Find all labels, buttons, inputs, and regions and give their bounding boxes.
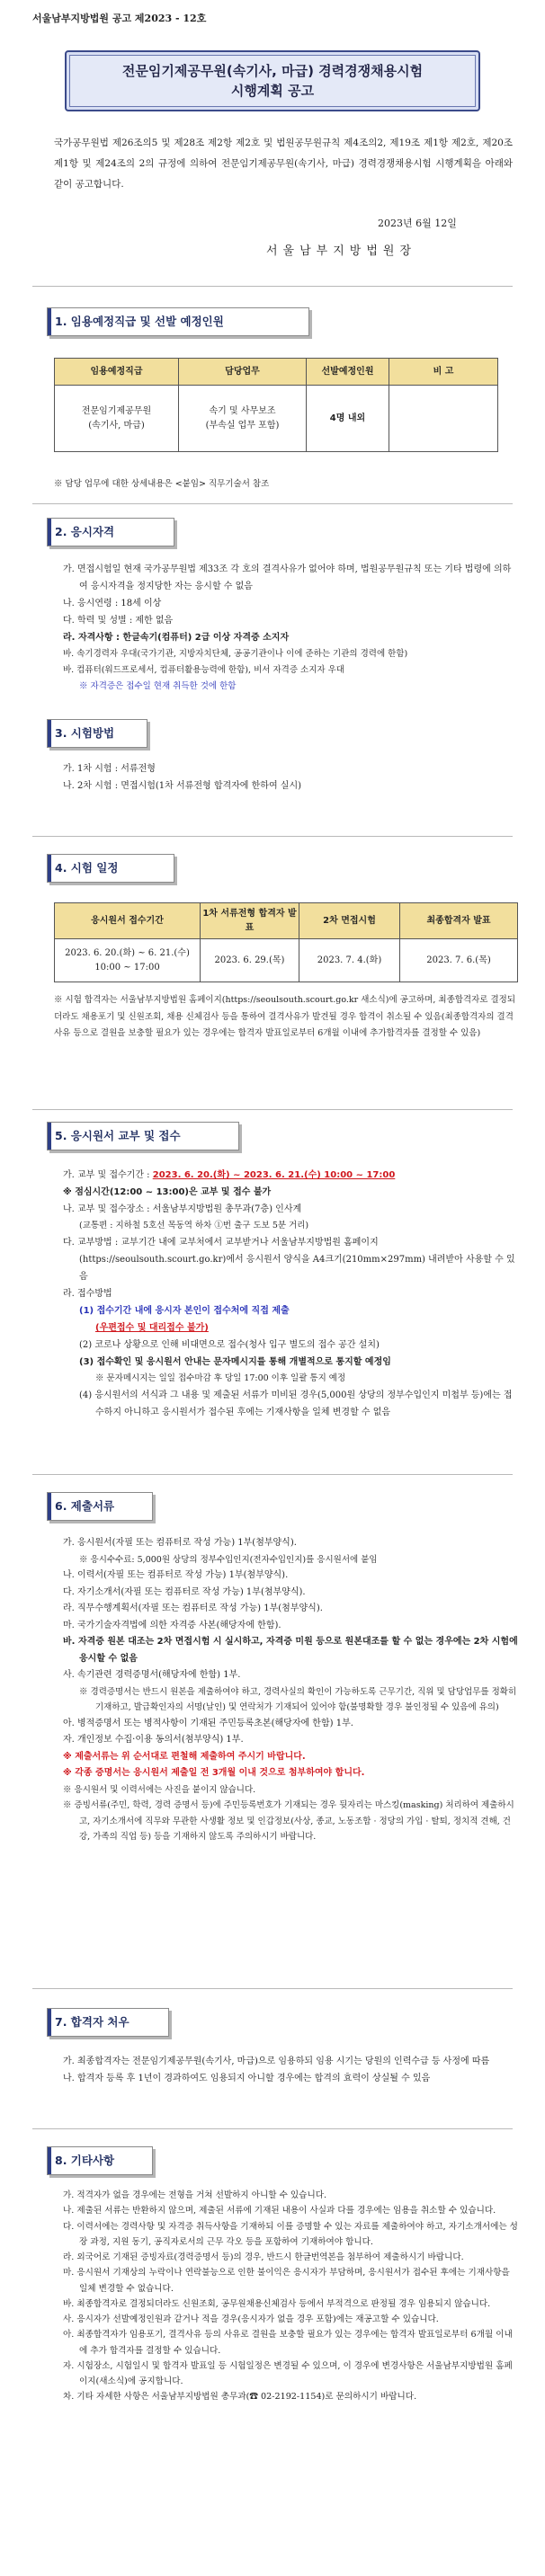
section-bar [48,1493,51,1520]
count-cell: 4명 내외 [307,386,389,452]
list-item: 차. 기타 자세한 사항은 서울남부지방법원 총무과(☎ 02-2192-1154)로 문의하시기 바랍니다. [63,2392,417,2403]
list-item: 나. 2차 시험 : 면접시험(1차 서류전형 합격자에 한하여 실시) [63,781,302,791]
divider [32,286,513,287]
table-header: 비 고 [389,359,498,386]
page-subtitle: 시행계획 공고 [230,83,315,99]
duty-line: (부속실 업무 포함) [205,420,280,431]
intro-date: 2023년 6월 12일 [378,218,457,229]
list-item: 자. 시험장소, 시험일시 및 합격자 발표일 등 시험일정은 변경될 수 있으며, 이 경우에 변경사항은 서울남부지방법원 홈페이지(새소식)에 공지합니다. [63,2360,513,2387]
section-bar [48,308,51,335]
list-item: 사. 속기관련 경력증명서(해당자에 한함) 1부. [63,1670,241,1681]
list-item: 바. 컴퓨터(워드프로세서, 컴퓨터활용능력에 한함), 비서 자격증 소지자 우대 [63,665,344,676]
divider [32,1988,513,1989]
list-item: 나. 응시연령 : 18세 이상 [63,599,162,608]
section-5-header [47,1122,239,1150]
section-2-body [54,561,518,695]
table-header: 담당업무 [179,359,307,386]
section-8-body [54,2188,518,2405]
section-bar [48,1123,51,1150]
list-item: 나. 제출된 서류는 반환하지 않으며, 제출된 서류에 기재된 내용이 사실과 다를 경우에는 임용을 취소할 수 있습니다. [63,2206,496,2216]
section-3-title: 3. 시험방법 [55,726,115,741]
divider [32,836,513,837]
notice-number: 서울남부지방법원 공고 제2023 - 12호 [32,13,207,24]
section-3-header [47,719,147,748]
warning-text: ※ 각종 증명서는 응시원서 제출일 전 3개월 이내 것으로 첨부하여야 합니다. [63,1768,365,1779]
list-item: 가. 최종합격자는 전문임기제공무원(속기사, 마급)으로 임용하되 임용 시기는 당원의 인력수급 등 사정에 따름 [63,2056,490,2066]
application-period: 2023. 6. 20.(화) ~ 2023. 6. 21.(수) 10:00 ~ 17:00 [152,1170,396,1180]
list-item: 라. 자격사항 : 한글속기(컴퓨터) 2급 이상 자격증 소지자 [63,633,290,643]
table-header-row [55,359,498,386]
section-1-table [54,358,498,452]
section-5-title: 5. 응시원서 교부 및 접수 [55,1129,181,1143]
table-header: 선발예정인원 [307,359,389,386]
list-item: 마. 국가기술자격법에 의한 자격증 사본(해당자에 한함). [63,1620,281,1630]
duty-line: 속기 및 사무보조 [209,406,276,416]
section-1-note: ※ 담당 업무에 대한 상세내용은 <붙임> 직무기술서 참조 [54,479,270,489]
section-2-header [47,518,174,546]
list-item: 다. 이력서에는 경력사항 및 자격증 취득사항을 기재하되 이를 증명할 수 있는 자료를 제출하여야 하고, 자기소개서에는 성장 과정, 지원 동기, 공직자로서의 근무 각오 등을 포함하여 기재하여야 합니다. [63,2221,518,2247]
section-3-body [54,760,518,795]
table-row [55,386,498,452]
list-item: 다. 자기소개서(자필 또는 컴퓨터로 작성 가능) 1부(첨부양식). [63,1586,306,1597]
list-item: 라. 직무수행계획서(자필 또는 컴퓨터로 작성 가능) 1부(첨부양식). [63,1603,323,1614]
section-bar [48,855,51,882]
table-cell: 2023. 6. 20.(화) ~ 6. 21.(수) 10:00 ~ 17:00 [55,939,201,982]
warning-text: ※ 제출서류는 위 순서대로 편철해 제출하여 주시기 바랍니다. [63,1751,306,1762]
divider [32,503,513,504]
grade-cell [55,386,179,452]
list-item: 다. 교부방법 : 교부기간 내에 교부처에서 교부받거나 서울남부지방법원 홈페이지(https://seoulsouth.scourt.go.kr)에서 응시원서 양식을 A4크기(210mm×297mm) 내려받아 사용할 수 있음 [63,1238,515,1283]
table-cell: 2023. 6. 29.(목) [201,939,299,982]
section-7-body [54,2053,518,2087]
table-header-row [55,903,518,939]
divider [32,1474,513,1475]
list-item: ※ 경력증명서는 반드시 원본을 제출하여야 하고, 경력사실의 확인이 가능하도록 근무기간, 직위 및 담당업무를 정확히 기재하고, 발급확인자의 서명(날인) 및 연락처가 기재되어 있어야 함(불명확할 경우 불인정될 수 있음에 유의) [79,1686,517,1713]
list-item: ※ 자격증은 접수일 현재 취득한 것에 한함 [79,681,237,692]
table-header: 1차 서류전형 합격자 발표 [201,903,299,939]
table-header: 2차 면접시험 [299,903,400,939]
list-item: 나. 교부 및 접수장소 : 서울남부지방법원 총무과(7층) 인사계 [63,1204,302,1214]
grade-line: 전문임기제공무원 [81,406,152,416]
lunch-notice: ※ 점심시간(12:00 ~ 13:00)은 교부 및 접수 불가 [63,1187,272,1197]
list-item: 아. 병적증명서 또는 병적사항이 기재된 주민등록초본(해당자에 한함) 1부. [63,1718,353,1728]
section-6-body [54,1535,518,1845]
list-item: (교통편 : 지하철 5호선 목동역 하차 ①번 출구 도보 5분 거리) [79,1221,309,1230]
list-item: 마. 응시원서 기재상의 누락이나 연락불능으로 인한 불이익은 응시자가 부담하며, 응시원서가 접수된 후에는 기재사항을 일체 변경할 수 없습니다. [63,2268,510,2294]
section-7-title: 7. 합격자 처우 [55,2015,130,2030]
intro-org: 서울남부지방법원장 [266,244,417,258]
remark-cell [389,386,498,452]
list-item: 라. 외국어로 기재된 증빙자료(경력증명서 등)의 경우, 반드시 한글번역본을 첨부하여 제출하시기 바랍니다. [63,2252,464,2263]
section-5-body [54,1167,518,1421]
list-item: 가. 교부 및 접수기간 : [63,1170,150,1180]
list-item: ※ 증빙서류(주민, 학력, 경력 증명서 등)에 주민등록번호가 기재되는 경우 뒷자리는 마스킹(masking) 처리하여 제출하시고, 자기소개서에 직무와 무관한 사생활 정보 및 인갑정보(사상, 종교, 노동조합 · 정당의 가입 · 탈퇴, 정치적 견해, 건강, 가족의 직업 등) 등을 기재하지 않도록 주의하시기 바랍니다. [63,1800,514,1843]
list-item: 가. 면접시험일 현재 국가공무원법 제33조 각 호의 결격사유가 없어야 하며, 법원공무원규칙 또는 기타 법령에 의하여 응시자격을 정지당한 자는 응시할 수 없음 [63,564,512,591]
section-bar [48,2147,51,2174]
section-4-note: ※ 시험 합격자는 서울남부지방법원 홈페이지(https://seoulsouth.scourt.go.kr 새소식)에 공고하며, 최종합격자로 결정되더라도 채용포기 및 신원조회, 채용 신체검사 등을 통하여 결격사유가 발견될 경우 합격이 취소될 수 있음(최종합격자의 결격사유 등으로 결원을 보충할 필요가 있는 경우에는 합격자 발표일로부터 6개월 이내에 추가합격자를 결정할 수 있음) [54,995,516,1039]
section-7-header [47,2008,169,2037]
section-1-title: 1. 임용예정직급 및 선발 예정인원 [55,315,224,329]
section-8-title: 8. 기타사항 [55,2154,115,2168]
list-item: 자. 개인정보 수집·이용 동의서(첨부양식) 1부. [63,1735,244,1745]
section-6-header [47,1492,153,1521]
list-item: 바. 최종합격자로 결정되더라도 신원조회, 공무원채용신체검사 등에서 부적격으로 판정될 경우 임용되지 않습니다. [63,2298,491,2309]
duty-cell [179,386,307,452]
table-header: 응시원서 접수기간 [55,903,201,939]
list-item: 사. 응시자가 선발예정인원과 같거나 적을 경우(응시자가 없을 경우 포함)에는 재공고할 수 있습니다. [63,2314,439,2325]
list-item: 바. 속기경력자 우대(국가기관, 지방자치단체, 공공기관이나 이에 준하는 기관의 경력에 한함) [63,649,408,659]
list-item: 아. 최종합격자가 임용포기, 결격사유 등의 사유로 결원을 보충할 필요가 있는 경우에는 합격자 발표일로부터 6개월 이내에 추가 합격자를 결정할 수 있습니다. [63,2330,513,2356]
list-item: 나. 합격자 등록 후 1년이 경과하여도 임용되지 아니할 경우에는 합격의 효력이 상실될 수 있음 [63,2074,431,2083]
list-item: ※ 응시원서 및 이력서에는 사진을 붙이지 않습니다. [63,1784,256,1795]
list-item: 가. 1차 시험 : 서류전형 [63,764,156,774]
section-4-table [54,902,518,982]
section-bar [48,720,51,747]
method-item: (1) 접수기간 내에 응시자 본인이 접수처에 직접 제출 [79,1306,290,1317]
divider [32,2128,513,2129]
method-item: (2) 코로나 상황으로 인해 비대면으로 접수(청사 입구 별도의 접수 공간 설치) [79,1340,380,1351]
section-1-header [47,307,309,336]
table-cell: 2023. 7. 4.(화) [299,939,400,982]
method-item: (4) 응시원서의 서식과 그 내용 및 제출된 서류가 미비된 경우(5,000원 상당의 정부수입인지 미첩부 등)에는 접수하지 아니하고 응시원서가 접수된 후에는 기재사항을 일체 변경할 수 없음 [79,1390,513,1418]
section-bar [48,519,51,546]
section-4-header [47,854,174,883]
list-item: 바. 자격증 원본 대조는 2차 면접시험 시 실시하고, 자격증 미원 등으로 원본대조를 할 수 없는 경우에는 2차 시험에 응시할 수 없음 [63,1637,518,1664]
title-box [65,50,480,111]
list-item: 가. 응시원서(자필 또는 컴퓨터로 작성 가능) 1부(첨부양식). [63,1538,297,1548]
method-item: (3) 접수확인 및 응시원서 안내는 문자메시지를 통해 개별적으로 통지할 예정임 [79,1357,391,1368]
divider [32,1109,513,1110]
page-title: 전문임기제공무원(속기사, 마급) 경력경쟁채용시험 [121,62,424,79]
method-note: ※ 문자메시지는 일일 접수마감 후 당일 17:00 이후 일괄 통지 예정 [95,1373,346,1384]
section-2-title: 2. 응시자격 [55,525,115,539]
table-row [55,939,518,982]
list-item: 나. 이력서(자필 또는 컴퓨터로 작성 가능) 1부(첨부양식). [63,1570,289,1581]
section-8-header [47,2146,153,2175]
section-6-title: 6. 제출서류 [55,1499,115,1514]
list-item: 다. 학력 및 성별 : 제한 없음 [63,616,174,626]
table-header: 임용예정직급 [55,359,179,386]
title-box-inner [69,55,476,107]
section-bar [48,2009,51,2036]
table-cell: 2023. 7. 6.(목) [400,939,518,982]
list-item: 가. 적격자가 없을 경우에는 전형을 거쳐 선발하지 아니할 수 있습니다. [63,2190,327,2200]
grade-line: (속기사, 마급) [88,420,145,431]
intro-text: 국가공무원법 제26조의5 및 제28조 제2항 제2호 및 법원공무원규칙 제4조의2, 제19조 제1항 제2호, 제20조 제1항 및 제24조의 2의 규정에 의하여 전문임기제공무원(속기사, 마급) 경력경쟁채용시험 시행계획을 아래와 같이 공고합니다. [54,138,513,191]
list-item: 라. 접수방법 [63,1289,112,1300]
section-4-title: 4. 시험 일정 [55,861,119,875]
list-item: ※ 응시수수료: 5,000원 상당의 정부수입인지(전자수입인지)를 응시원서에 붙임 [79,1554,378,1565]
method-item-sub: (우편접수 및 대리접수 불가) [95,1323,209,1334]
table-header: 최종합격자 발표 [400,903,518,939]
